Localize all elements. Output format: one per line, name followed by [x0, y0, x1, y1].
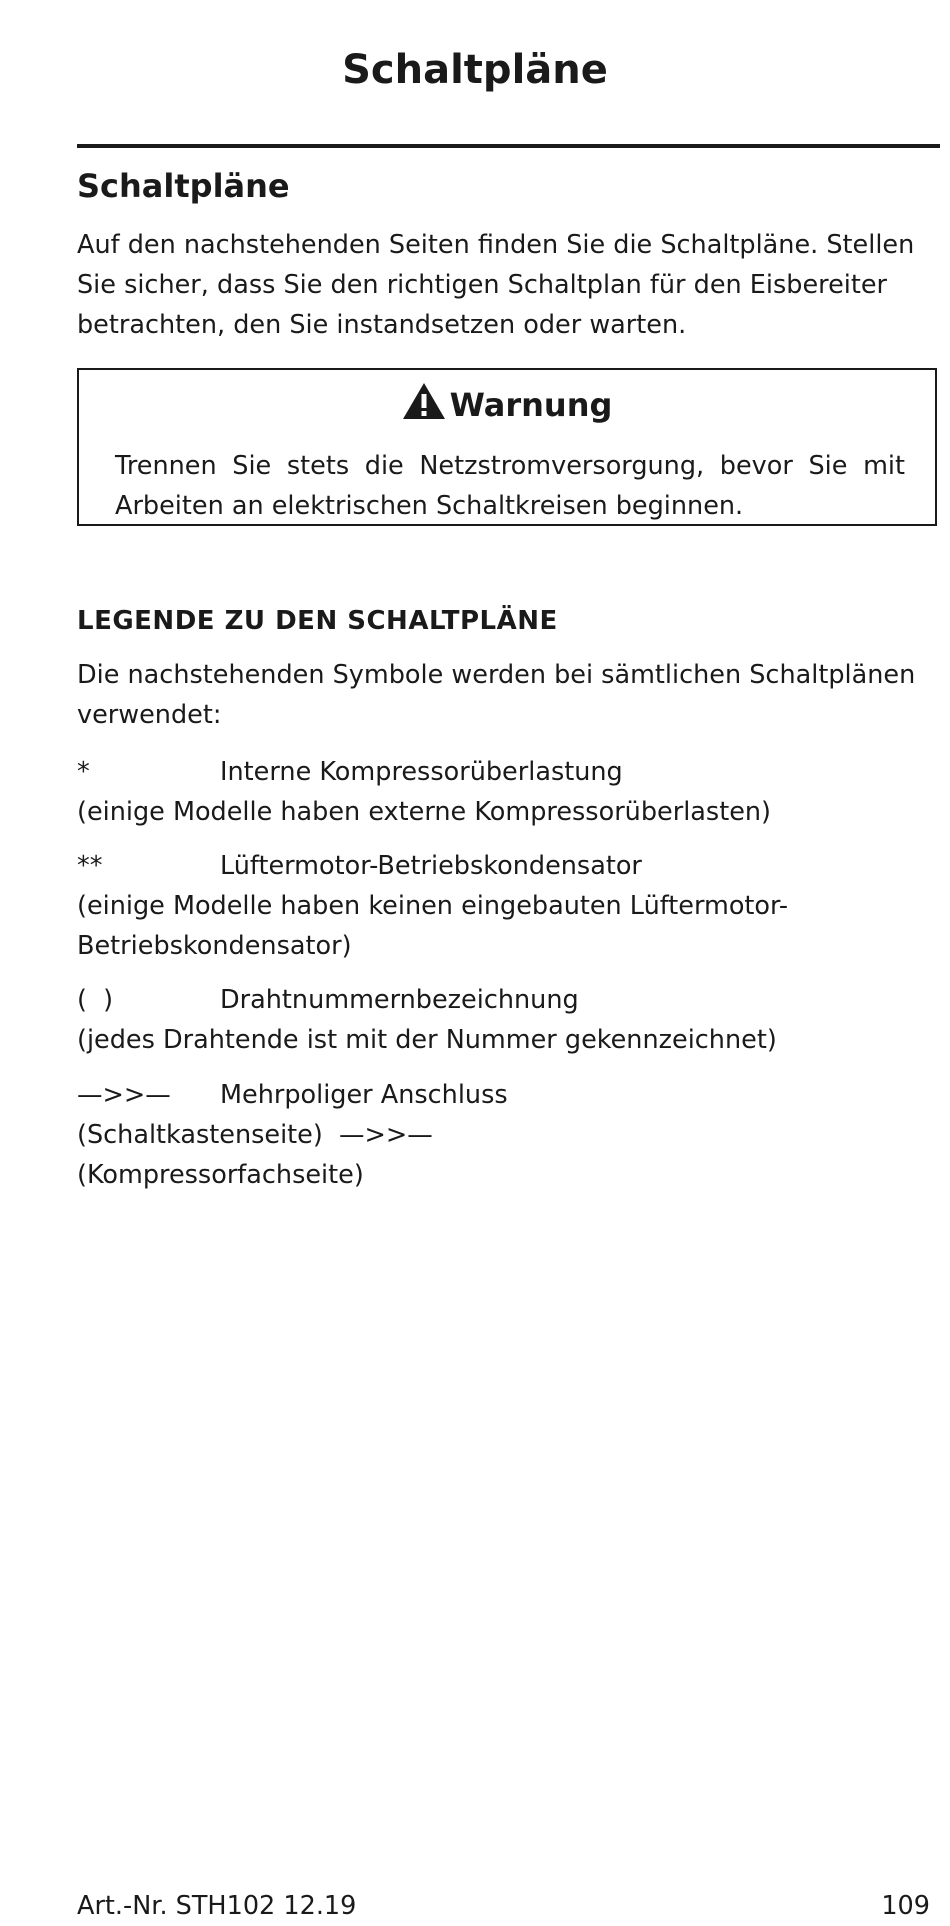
legend-symbol: **: [77, 851, 103, 881]
legend-item: [77, 846, 940, 966]
legend-symbol: —>>—: [77, 1080, 171, 1110]
warning-text: Trennen Sie stets die Netzstromversorgung, bevor Sie mit Arbeiten an elektrischen Schaltkreisen beginnen.: [115, 451, 905, 521]
legend-symbol: ( ): [77, 985, 114, 1015]
legend-symbol: *: [77, 757, 90, 787]
legend-note: (einige Modelle haben externe Kompressorüberlasten): [77, 797, 771, 827]
header-divider: [77, 144, 940, 148]
legend-item: [77, 1075, 940, 1195]
warning-triangle-icon: [402, 382, 446, 420]
page-title: Schaltpläne: [342, 47, 608, 93]
legend-note: (Schaltkastenseite) —>>—: [77, 1120, 433, 1150]
legend-item: [77, 980, 940, 1060]
legend-label: Mehrpoliger Anschluss: [220, 1080, 508, 1110]
intro-paragraph: Auf den nachstehenden Seiten finden Sie die Schaltpläne. Stellen Sie sicher, dass Sie den richtigen Schaltplan für den Eisbereiter betrachten, den Sie instandsetzen oder warten.: [77, 230, 915, 340]
article-number: Art.-Nr. STH102 12.19: [77, 1891, 357, 1921]
warning-title: Warnung: [449, 386, 613, 424]
legend-note: (jedes Drahtende ist mit der Nummer gekennzeichnet): [77, 1025, 777, 1055]
legend-label: Interne Kompressorüberlastung: [220, 757, 623, 787]
page-number: 109: [881, 1891, 930, 1921]
legend-label: Drahtnummernbezeichnung: [220, 985, 579, 1015]
warning-title-row: [79, 382, 935, 427]
legend-label: Lüftermotor-Betriebskondensator: [220, 851, 642, 881]
section-heading: Schaltpläne: [77, 167, 290, 205]
legend-heading: LEGENDE ZU DEN SCHALTPLÄNE: [77, 606, 558, 636]
legend-note: (einige Modelle haben keinen eingebauten Lüftermotor-Betriebskondensator): [77, 891, 789, 961]
legend-note: (Kompressorfachseite): [77, 1160, 364, 1190]
legend-item: [77, 752, 940, 832]
legend-intro: Die nachstehenden Symbole werden bei sämtlichen Schaltplänen verwendet:: [77, 660, 916, 730]
warning-box: [77, 368, 937, 526]
